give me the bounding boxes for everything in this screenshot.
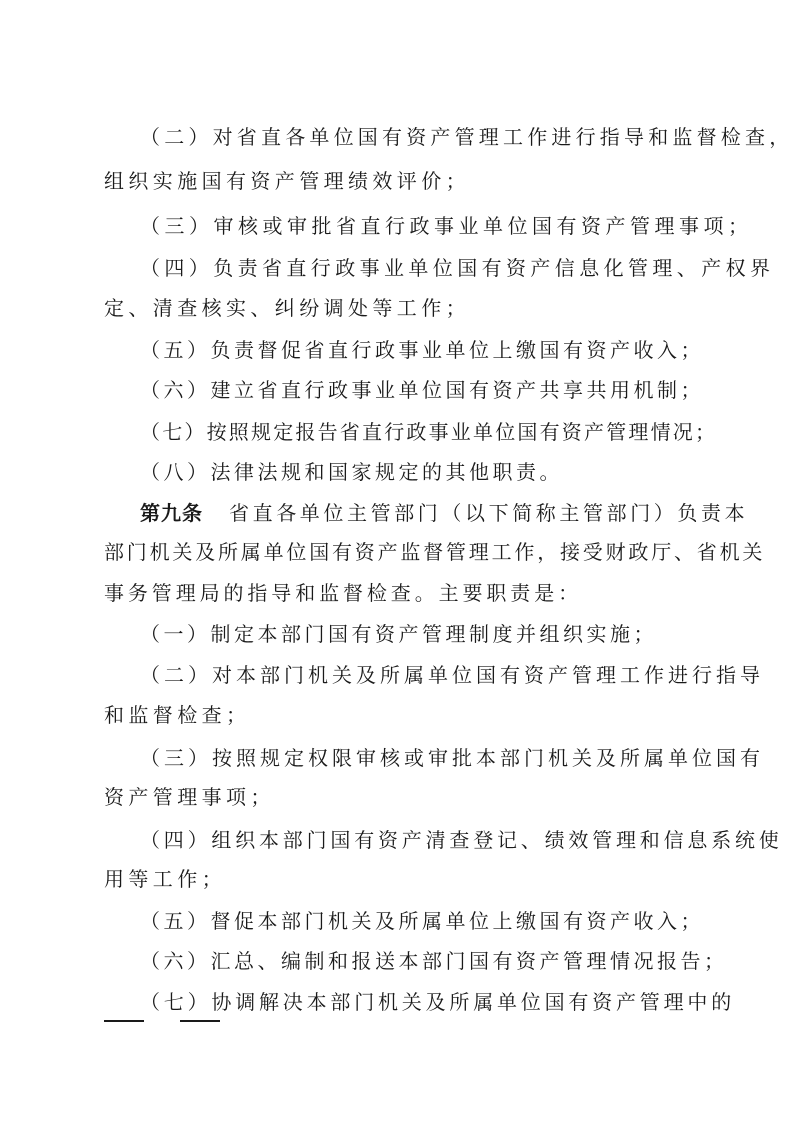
paragraph-line: [0, 453, 793, 491]
footer-dash-left: [104, 1020, 144, 1022]
paragraph-line: [0, 860, 793, 898]
paragraph-text: （二）对本部门机关及所属单位国有资产管理工作进行指导: [140, 663, 764, 687]
article-line: [0, 574, 793, 612]
paragraph-line: [0, 249, 793, 287]
paragraph-line: [0, 118, 793, 156]
paragraph-text: （四）负责省直行政事业单位国有资产信息化管理、产权界: [140, 256, 775, 280]
paragraph-line: [0, 207, 793, 245]
paragraph-line: [0, 413, 793, 451]
paragraph-line: [0, 615, 793, 653]
paragraph-line: [0, 821, 793, 859]
paragraph-text: 用等工作；: [104, 867, 226, 891]
paragraph-line: [0, 696, 793, 734]
article-text: 事务管理局的指导和监督检查。主要职责是：: [104, 581, 582, 605]
paragraph-line: [0, 656, 793, 694]
page-footer: [104, 1006, 220, 1036]
paragraph-line: [0, 289, 793, 327]
paragraph-line: [0, 778, 793, 816]
paragraph-text: （六）汇总、编制和报送本部门国有资产管理情况报告；: [140, 949, 728, 973]
paragraph-text: （七）按照规定报告省直行政事业单位国有资产管理情况；: [140, 420, 718, 444]
paragraph-text: 定、清查核实、纠纷调处等工作；: [104, 296, 470, 320]
footer-dash-right: [180, 1020, 220, 1022]
paragraph-line: [0, 739, 793, 777]
article-line: [0, 494, 793, 532]
paragraph-text: （八）法律法规和国家规定的其他职责。: [140, 460, 563, 484]
paragraph-line: [0, 331, 793, 369]
paragraph-text: 组织实施国有资产管理绩效评价；: [104, 169, 470, 193]
article-text: 省直各单位主管部门（以下简称主管部门）负责本: [229, 501, 749, 525]
paragraph-text: （三）审核或审批省直行政事业单位国有资产管理事项；: [140, 214, 753, 238]
paragraph-text: （五）督促本部门机关及所属单位上缴国有资产收入；: [140, 909, 704, 933]
paragraph-line: [0, 942, 793, 980]
paragraph-text: （七）协调解决本部门机关及所属单位国有资产管理中的: [140, 990, 735, 1014]
article-first-line: [140, 494, 748, 532]
article-heading: 第九条: [140, 501, 203, 525]
paragraph-text: （六）建立省直行政事业单位国有资产共享共用机制；: [140, 378, 704, 402]
article-line: [0, 533, 793, 571]
paragraph-text: （二）对省直各单位国有资产管理工作进行指导和监督检查，: [140, 125, 793, 149]
paragraph-line: [0, 371, 793, 409]
paragraph-text: 和监督检查；: [104, 703, 251, 727]
article-text: 部门机关及所属单位国有资产监督管理工作，接受财政厅、省机关: [104, 540, 766, 564]
paragraph-text: （三）按照规定权限审核或审批本部门机关及所属单位国有: [140, 746, 764, 770]
paragraph-line: [0, 162, 793, 200]
paragraph-line: [0, 902, 793, 940]
paragraph-text: （五）负责督促省直行政事业单位上缴国有资产收入；: [140, 338, 704, 362]
paragraph-text: （四）组织本部门国有资产清查登记、绩效管理和信息系统使: [140, 828, 783, 852]
paragraph-text: （一）制定本部门国有资产管理制度并组织实施；: [140, 622, 657, 646]
paragraph-text: 资产管理事项；: [104, 785, 275, 809]
